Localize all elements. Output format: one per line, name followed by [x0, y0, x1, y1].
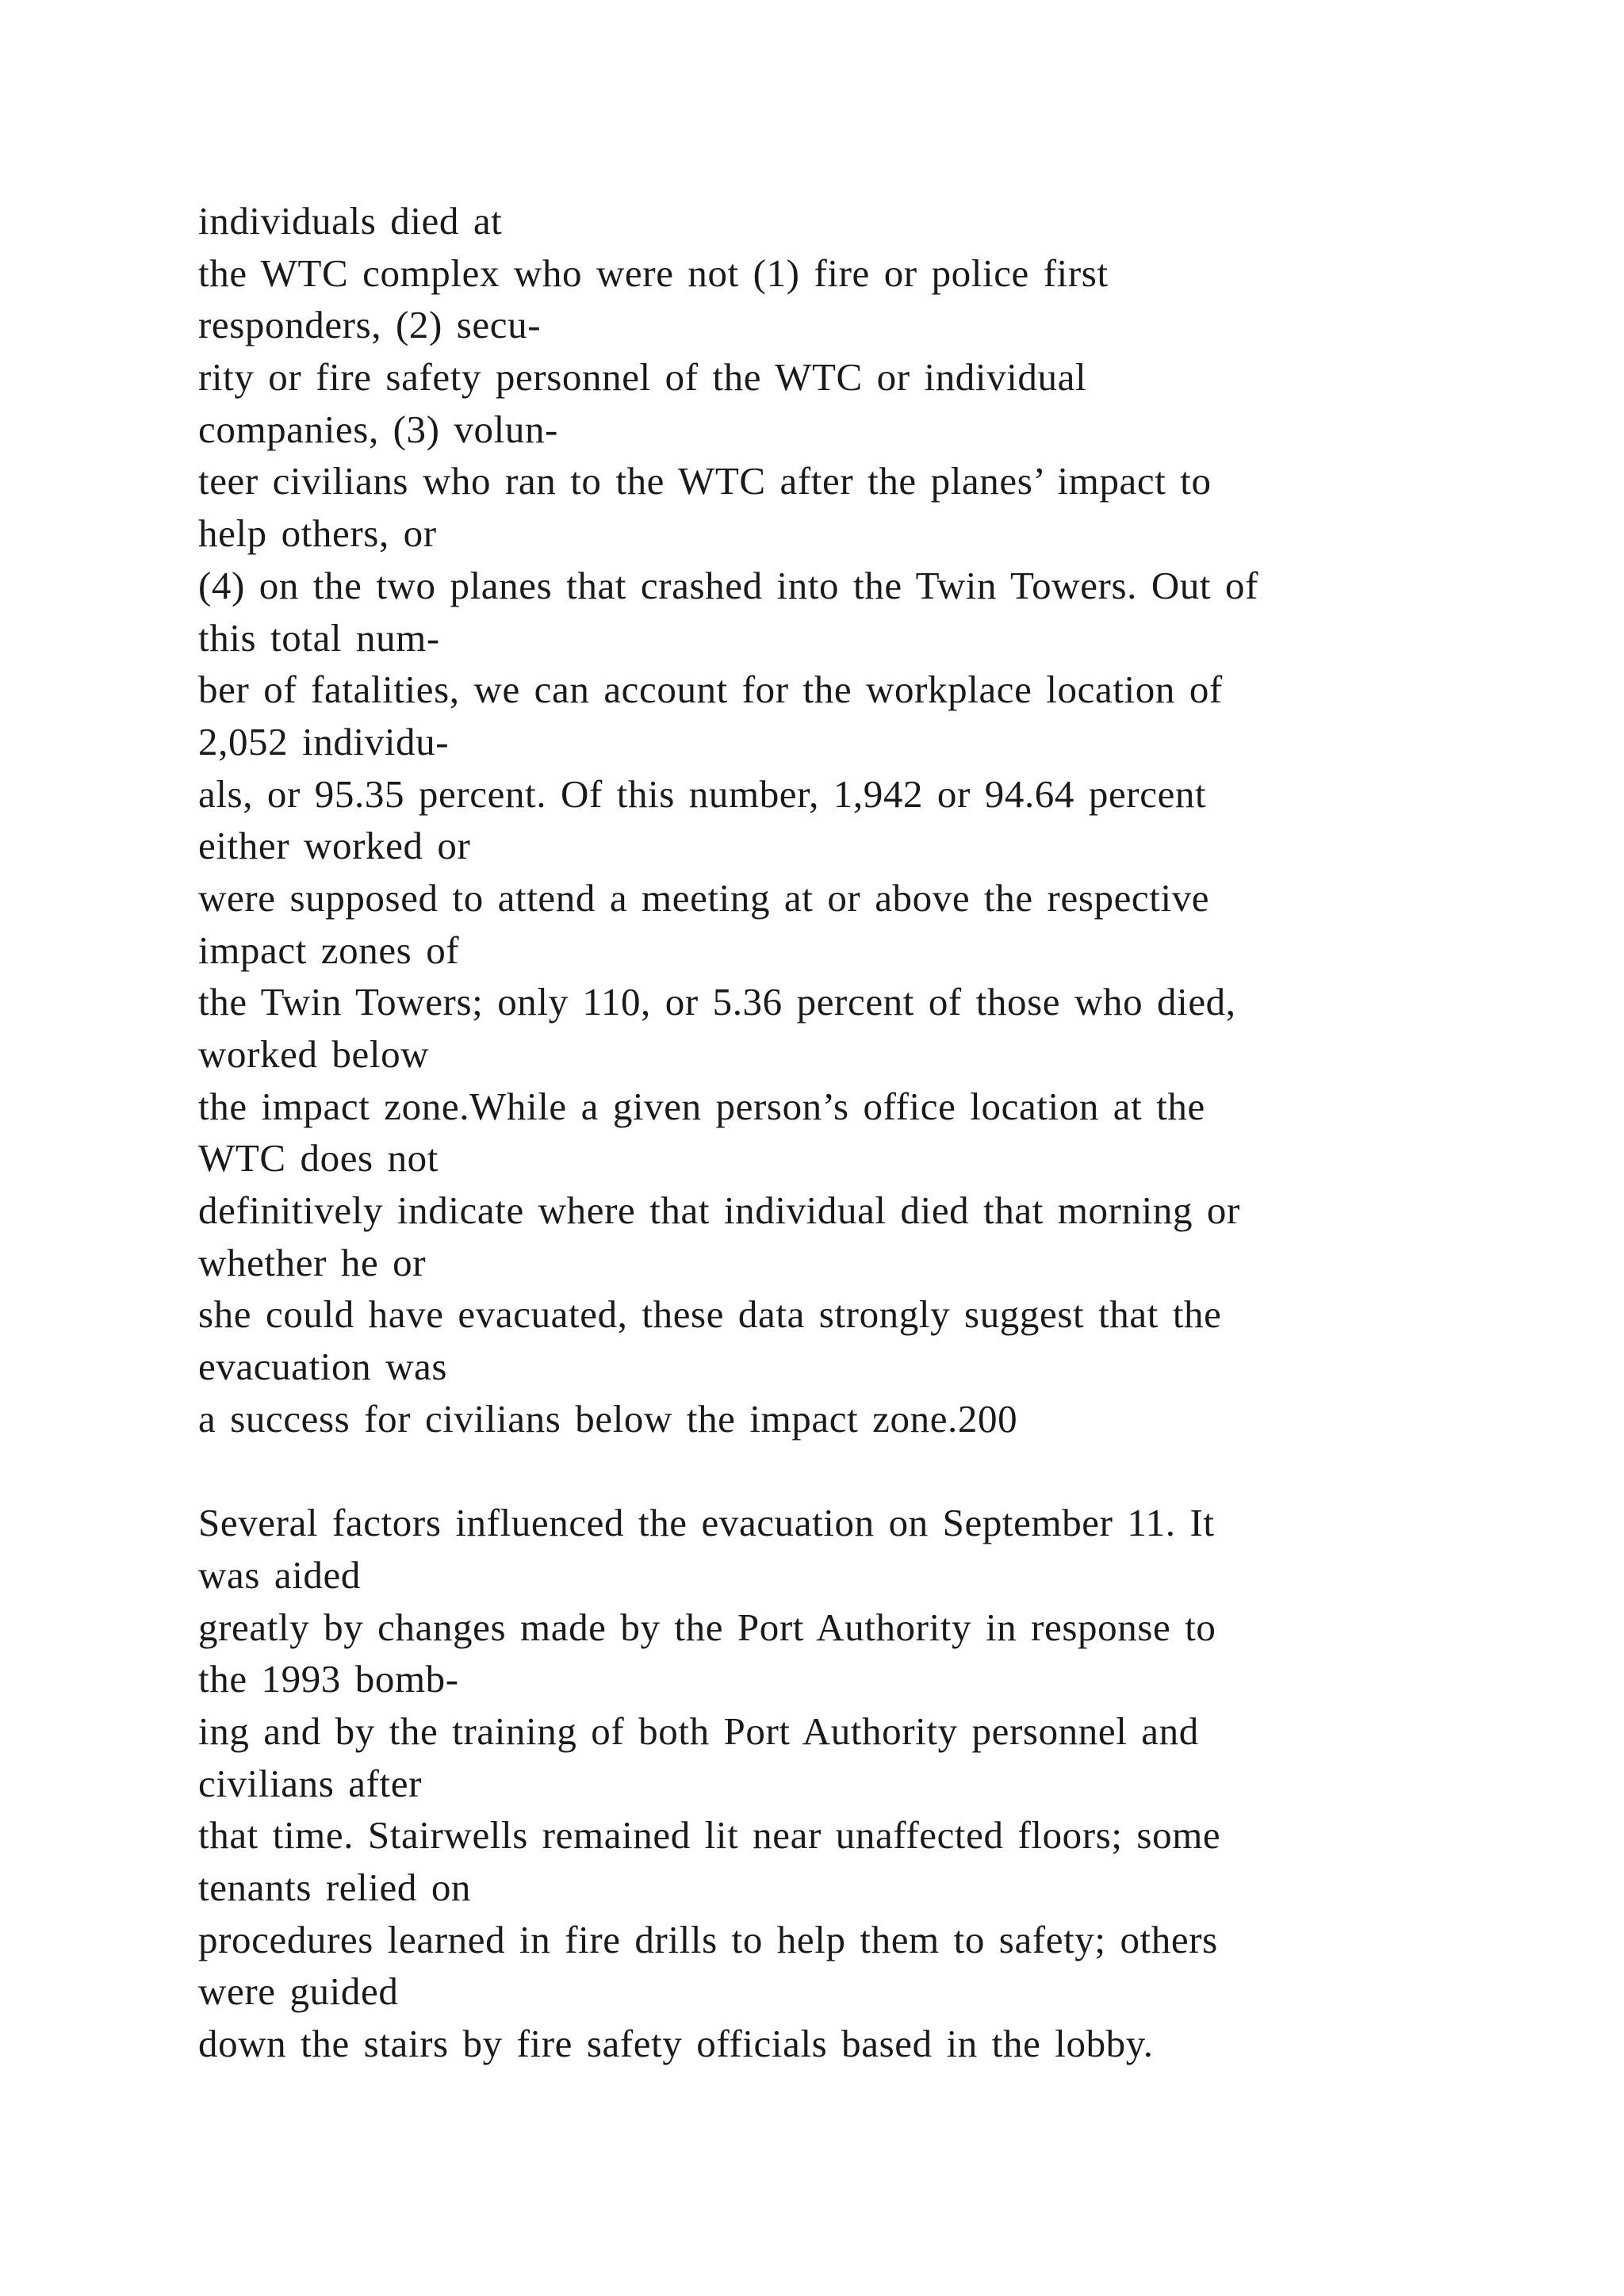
text-line: the WTC complex who were not (1) fire or police first [198, 251, 1109, 295]
text-line: greatly by changes made by the Port Authority in response to [198, 1605, 1216, 1649]
text-line: responders, (2) secu- [198, 303, 542, 347]
text-line: worked below [198, 1032, 430, 1076]
text-line: evacuation was [198, 1345, 448, 1389]
text-line: the Twin Towers; only 110, or 5.36 percent of those who died, [198, 980, 1236, 1024]
text-line: impact zones of [198, 928, 460, 972]
body-text [198, 195, 1507, 2070]
text-line: procedures learned in fire drills to help them to safety; others [198, 1917, 1218, 1961]
text-line: either worked or [198, 824, 471, 868]
text-line: help others, or [198, 511, 437, 556]
text-line: WTC does not [198, 1136, 439, 1181]
text-line: (4) on the two planes that crashed into the Twin Towers. Out of [198, 563, 1259, 607]
text-line: ber of fatalities, we can account for the workplace location of [198, 668, 1223, 712]
text-line: this total num- [198, 615, 440, 660]
text-line: individuals died at [198, 199, 503, 243]
text-line: Several factors influenced the evacuation on September 11. It [198, 1501, 1215, 1545]
text-line: whether he or [198, 1240, 427, 1284]
text-line: that time. Stairwells remained lit near unaffected floors; some [198, 1813, 1221, 1858]
text-line: 2,052 individu- [198, 719, 450, 763]
text-line: were supposed to attend a meeting at or above the respective [198, 875, 1210, 920]
text-line: rity or fire safety personnel of the WTC or individual [198, 355, 1087, 400]
paragraph-2 [198, 1497, 1507, 2070]
text-line: the impact zone.While a given person’s office location at the [198, 1084, 1205, 1128]
text-line: were guided [198, 1969, 399, 2014]
text-line: companies, (3) volun- [198, 407, 558, 451]
text-line: ing and by the training of both Port Authority personnel and [198, 1709, 1199, 1753]
text-line: teer civilians who ran to the WTC after the planes’ impact to [198, 459, 1212, 503]
text-line: was aided [198, 1552, 361, 1597]
text-line: down the stairs by fire safety officials based in the lobby. [198, 2022, 1154, 2066]
paragraph-gap [198, 1445, 1507, 1498]
paragraph-1 [198, 195, 1507, 1445]
text-line: als, or 95.35 percent. Of this number, 1,942 or 94.64 percent [198, 771, 1207, 816]
text-line: tenants relied on [198, 1866, 472, 1909]
text-line: a success for civilians below the impact zone.200 [198, 1396, 1018, 1441]
text-line: definitively indicate where that individual died that morning or [198, 1188, 1240, 1233]
text-line: the 1993 bomb- [198, 1657, 459, 1701]
text-line: she could have evacuated, these data strongly suggest that the [198, 1292, 1222, 1337]
text-line: civilians after [198, 1761, 423, 1805]
